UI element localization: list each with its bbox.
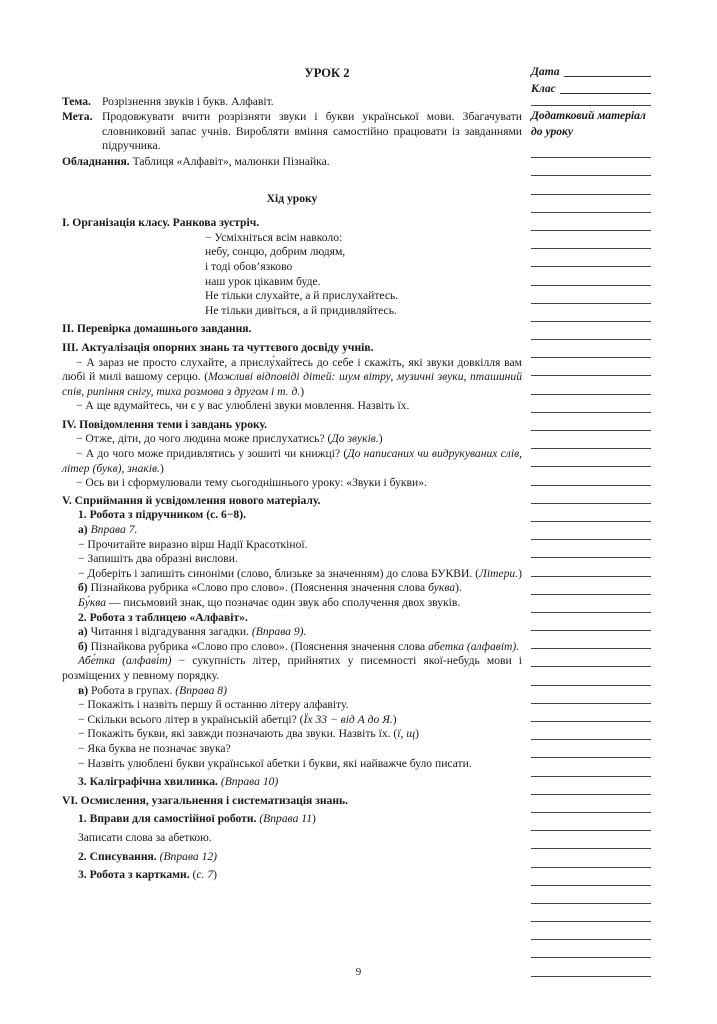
section-4-heading: IV. Повідомлення теми і завдань уроку. xyxy=(62,417,268,431)
text-run: ) xyxy=(378,432,383,446)
extra-material-heading: Додатковий матеріал до уроку xyxy=(531,109,646,138)
item-row xyxy=(62,640,522,655)
date-blank xyxy=(564,76,651,77)
text-run: − Скільки всього літер в українській абетці? ( xyxy=(78,712,304,726)
item-row: − Яка буква не позначає звука? xyxy=(78,741,231,755)
text-run: — письмовий знак, що позначає один звук або сполучення двох звуків. xyxy=(106,596,461,609)
topic-label: Тема. xyxy=(62,94,91,108)
text-run: Читання і відгадування загадки. xyxy=(90,625,252,639)
definition-term: Абе́тка (алфаві́т) xyxy=(78,654,172,668)
ruled-line xyxy=(531,522,651,540)
section-6-heading: VI. Осмислення, узагальнення і систематизація знань. xyxy=(62,793,349,807)
ruled-line xyxy=(531,358,651,376)
text-run: ) xyxy=(312,812,316,826)
text-run: ) xyxy=(518,566,522,580)
poem-line: наш урок цікавим буде. xyxy=(205,274,321,288)
ruled-line xyxy=(531,286,651,304)
section-4-paragraph xyxy=(62,432,522,447)
greeting-poem xyxy=(205,231,522,319)
text-run: ) xyxy=(159,461,164,475)
ruled-line xyxy=(531,176,651,194)
subsection-heading xyxy=(62,775,522,790)
ruled-line xyxy=(531,922,651,940)
ruled-line xyxy=(531,304,651,322)
text-run: ( xyxy=(192,868,197,882)
text-run-bold: 2. Списування. xyxy=(78,849,160,863)
text-run: Пізнайкова рубрика «Слово про слово». (Пояснення значення слова xyxy=(90,639,429,653)
subsection-heading: 2. Робота з таблицею «Алфавіт». xyxy=(78,610,248,624)
text-run-italic: (Вправа 8) xyxy=(175,683,227,697)
item-marker: в) xyxy=(78,683,89,697)
item-marker: а) xyxy=(78,523,88,537)
ruled-line xyxy=(531,431,651,449)
text-run-italic: Вправа 7. xyxy=(90,523,138,537)
text-run: − А зараз не просто слухайте, а прислу́хайтесь до себе і скажіть, які звуки довкілля вам любі й милі вашому серцю. ( xyxy=(62,355,522,384)
text-run: − Отже, діти, до чого людина може прислухатись? ( xyxy=(76,432,332,446)
ruled-line xyxy=(531,886,651,904)
poem-line: Не тільки слухайте, а й прислухайтесь. xyxy=(205,289,399,303)
item-marker: а) xyxy=(78,625,88,639)
poem-line: Не тільки дивіться, а й придивляйтесь. xyxy=(205,303,397,317)
text-run-bold: 1. Вправи для самостійної роботи. xyxy=(78,812,260,826)
date-label: Дата xyxy=(531,65,560,79)
ruled-line xyxy=(531,868,651,886)
item-row: − Покажіть і назвіть першу й останню літеру алфавіту. xyxy=(78,698,349,712)
text-run: ) xyxy=(213,868,218,882)
ruled-line xyxy=(531,449,651,467)
class-label: Клас xyxy=(531,82,556,96)
section-3-paragraph xyxy=(62,356,522,400)
definition-term: Бу́ква xyxy=(78,596,107,609)
item-row xyxy=(62,581,522,596)
ruled-line xyxy=(531,904,651,922)
goal-text: Продовжувати вчити розрізняти звуки і букви української мови. Збагачувати словниковий запас учнів. Виробляти вміння самостійно працювати із завданнями підручника. xyxy=(102,110,522,153)
ruled-line xyxy=(531,140,651,158)
text-run-italic: буква xyxy=(428,581,456,595)
ruled-line xyxy=(531,631,651,649)
text-run-bold: 3. Каліграфічна хвилинка. xyxy=(78,775,221,789)
ruled-line xyxy=(531,376,651,394)
text-run-italic: До написаних чи видрукуваних слів, літер (букв), знаків. xyxy=(62,447,522,475)
item-marker: б) xyxy=(78,581,88,595)
section-4-paragraph xyxy=(62,447,522,476)
ruled-line xyxy=(531,267,651,285)
ruled-line xyxy=(531,686,651,704)
margin-notes xyxy=(531,66,651,977)
item-marker: б) xyxy=(78,639,88,653)
item-row: − Назвіть улюблені букви української абетки і букви, які найважче було писати. xyxy=(78,756,472,770)
ruled-line xyxy=(531,413,651,431)
text-run: − сукупність літер, прийнятих у писемності якої-небудь мови і розміщених у певному порядку. xyxy=(62,654,522,682)
text-run-italic: Можливі відповіді дітей: шум вітру, музичні звуки, пташиний спів, рипіння снігу, тиха розмова з другом і т. д. xyxy=(62,370,522,398)
equipment-text: Таблиця «Алфавіт», малюнки Пізнайка. xyxy=(132,154,330,168)
text-run-italic: (Вправа 12) xyxy=(159,849,218,863)
ruled-line xyxy=(531,722,651,740)
poem-line: і тоді обов’язково xyxy=(205,259,293,273)
poem-line: − Усміхніться всім навколо: xyxy=(205,230,343,244)
section-5-heading: V. Сприймання й усвідомлення нового матеріалу. xyxy=(62,493,321,507)
ruled-line xyxy=(531,795,651,813)
item-row xyxy=(62,567,522,582)
text-run-italic: (Вправа 9). xyxy=(251,625,307,639)
text-run-italic: Літери. xyxy=(479,566,519,580)
topic-text: Розрізнення звуків і букв. Алфавіт. xyxy=(102,94,274,108)
ruled-line xyxy=(531,195,651,213)
section-1-heading: I. Організація класу. Ранкова зустріч. xyxy=(62,216,260,230)
text-run-italic: До звуків. xyxy=(331,432,379,446)
definition-row xyxy=(62,654,522,683)
ruled-line xyxy=(531,831,651,849)
goal-row xyxy=(62,110,522,154)
ruled-line xyxy=(531,704,651,722)
ruled-line xyxy=(531,504,651,522)
item-row: − Прочитайте виразно вірш Надії Красоткіної. xyxy=(78,537,308,551)
item-row xyxy=(62,625,522,640)
text-run: − Покажіть букви, які завжди позначають два звуки. Назвіть їх. ( xyxy=(78,727,398,741)
ruled-lines xyxy=(531,140,651,977)
ruled-line xyxy=(531,322,651,340)
text-run: ) xyxy=(300,384,305,398)
ruled-line xyxy=(531,577,651,595)
text-run: Пізнайкова рубрика «Слово про слово». (Пояснення значення слова xyxy=(90,581,429,595)
class-blank xyxy=(560,93,651,94)
text-run-italic: с. 7 xyxy=(196,868,214,882)
ruled-line xyxy=(531,667,651,685)
text-run: ). xyxy=(455,581,462,595)
equipment-row xyxy=(62,155,522,170)
course-heading: Хід уроку xyxy=(266,191,318,205)
class-field xyxy=(531,83,651,97)
topic-row xyxy=(62,95,522,110)
date-field xyxy=(531,66,651,80)
ruled-line xyxy=(531,97,651,106)
ruled-line xyxy=(531,758,651,776)
subsection-heading xyxy=(62,812,522,827)
ruled-line xyxy=(531,486,651,504)
text-run: ) xyxy=(392,712,397,726)
item-row xyxy=(62,684,522,699)
ruled-line xyxy=(531,613,651,631)
item-row xyxy=(62,713,522,728)
subsection-heading xyxy=(62,850,522,865)
lesson-plan xyxy=(62,62,522,883)
subsection-heading: 1. Робота з підручником (с. 6−8). xyxy=(78,508,246,522)
subsection-heading xyxy=(62,868,522,883)
text-run-italic: ї, щ xyxy=(397,727,416,741)
item-row xyxy=(62,523,522,538)
task-text: Записати слова за абеткою. xyxy=(78,830,212,844)
section-3-paragraph: − А ще вдумайтесь, чи є у вас улюблені звуки мовлення. Назвіть їх. xyxy=(76,399,410,413)
poem-line: небу, сонцю, добрим людям, xyxy=(205,245,346,259)
page-number: 9 xyxy=(355,966,362,978)
ruled-line xyxy=(531,249,651,267)
ruled-line xyxy=(531,540,651,558)
lesson-title: УРОК 2 xyxy=(304,66,350,80)
text-run-italic: (Вправа 10) xyxy=(220,775,279,789)
text-run: − Доберіть і запишіть синоніми (слово, близьке за значенням) до слова БУКВИ. ( xyxy=(78,566,480,580)
ruled-line xyxy=(531,849,651,867)
ruled-line xyxy=(531,340,651,358)
text-run-italic: Їх 33 − від А до Я. xyxy=(303,712,393,726)
text-run: ) xyxy=(415,727,419,741)
text-run: − А до чого може придивлятись у зошиті чи книжці? ( xyxy=(76,447,348,461)
text-run: Робота в групах. xyxy=(91,683,176,697)
equipment-label: Обладнання. xyxy=(62,154,130,168)
ruled-line xyxy=(531,740,651,758)
ruled-line xyxy=(531,213,651,231)
item-row: − Запишіть два образні вислови. xyxy=(78,552,238,566)
ruled-line xyxy=(531,813,651,831)
text-run-bold: 3. Робота з картками. xyxy=(78,868,193,882)
ruled-line xyxy=(531,595,651,613)
item-row xyxy=(62,727,522,742)
definition-row xyxy=(62,596,522,611)
ruled-line xyxy=(531,231,651,249)
section-4-paragraph: − Ось ви і сформулювали тему сьогоднішнього уроку: «Звуки і букви». xyxy=(76,476,427,490)
ruled-line xyxy=(531,940,651,958)
ruled-line xyxy=(531,395,651,413)
text-run-italic: (Вправа 11 xyxy=(259,812,313,826)
text-run-italic: абетка (алфавіт). xyxy=(428,639,520,653)
ruled-line xyxy=(531,777,651,795)
ruled-line xyxy=(531,158,651,176)
section-3-heading: III. Актуалізація опорних знань та чуттєвого досвіду учнів. xyxy=(62,340,374,354)
ruled-line xyxy=(531,558,651,576)
goal-label: Мета. xyxy=(62,110,93,124)
ruled-line xyxy=(531,649,651,667)
section-2-heading: II. Перевірка домашнього завдання. xyxy=(62,322,252,336)
ruled-line xyxy=(531,467,651,485)
